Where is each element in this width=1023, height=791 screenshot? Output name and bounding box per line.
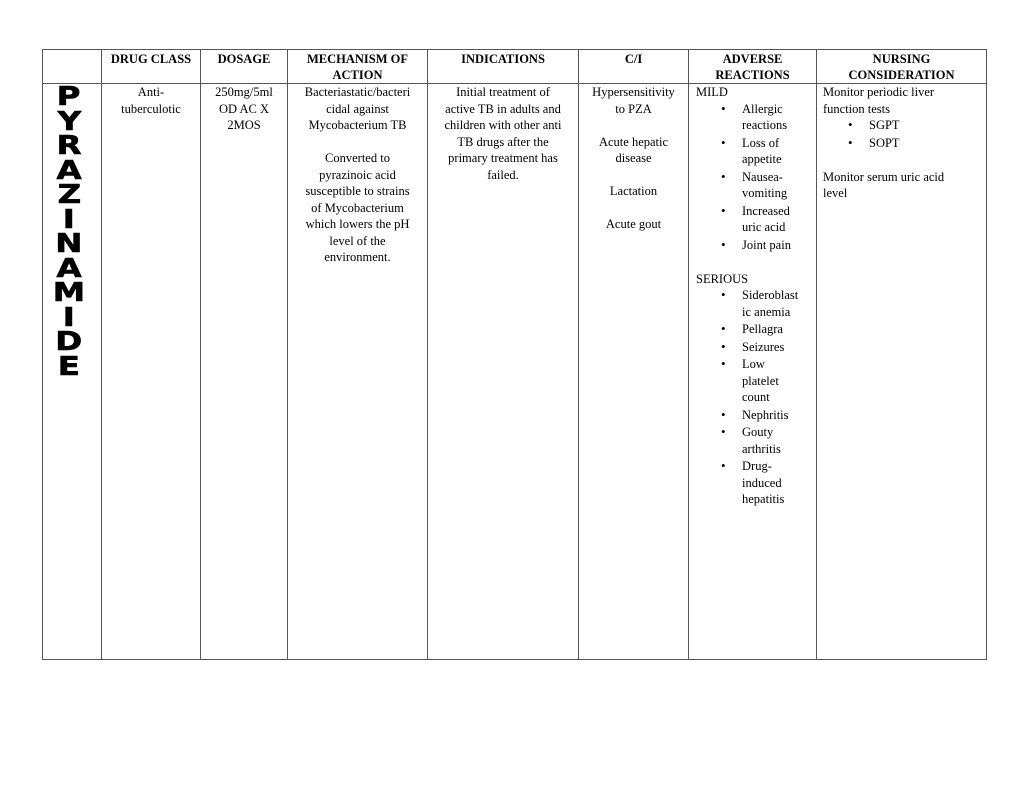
indications-cell: [428, 84, 579, 660]
item-line: • Nausea-: [742, 169, 783, 184]
indications-line: failed.: [487, 167, 519, 182]
mechanism-line: Bacteriastatic/bacteri: [304, 85, 411, 99]
indications-line: primary treatment has: [448, 151, 558, 165]
drug-name-letter: P: [57, 82, 81, 112]
mild-list: [696, 101, 813, 254]
serious-label: SERIOUS: [696, 271, 749, 286]
list-item: [742, 169, 804, 202]
drug-name-letter: I: [62, 204, 76, 235]
header-contraindications: C/I: [579, 50, 689, 84]
header-indications: INDICATIONS: [428, 50, 579, 84]
item-line: • Drug-: [742, 459, 772, 473]
drug-name-letter: E: [57, 351, 81, 382]
list-item: [742, 407, 804, 424]
item-line: • Seizures: [742, 339, 785, 354]
item-line: • Low: [742, 357, 765, 371]
mechanism-cell: [288, 84, 428, 660]
item-line: • Allergic: [742, 101, 783, 116]
mechanism-line: of Mycobacterium: [311, 200, 404, 215]
mechanism-line: Converted to: [325, 151, 390, 165]
drug-name-letter: D: [55, 327, 83, 357]
drug-name-letter: A: [56, 155, 82, 186]
drug-name-letter: Z: [57, 180, 81, 210]
mechanism-line: Mycobacterium TB: [308, 118, 407, 132]
indications-line: children with other anti: [444, 118, 562, 132]
item-line: platelet: [742, 373, 779, 388]
contraindications-cell: [579, 84, 689, 660]
ci-line: Hypersensitivity: [592, 85, 675, 99]
nursing-line: level: [823, 186, 848, 200]
dosage-line: 250mg/5ml: [215, 85, 273, 99]
mechanism-line: cidal against: [326, 101, 389, 116]
drug-name-letter: Y: [57, 106, 81, 137]
header-dosage: DOSAGE: [201, 50, 288, 84]
list-item: [742, 135, 804, 168]
item-line: uric acid: [742, 220, 786, 234]
drug-name-letter: A: [56, 253, 82, 284]
adverse-reactions-cell: [689, 84, 817, 660]
drug-name-letter: N: [55, 229, 83, 259]
list-item: [742, 101, 804, 134]
item-line: hepatitis: [742, 492, 785, 506]
list-item: [742, 203, 804, 236]
ci-line: to PZA: [615, 101, 652, 116]
header-nursing-consideration: NURSING CONSIDERATION: [817, 50, 987, 84]
mild-label: MILD: [696, 85, 728, 99]
nursing-line: Monitor periodic liver: [823, 85, 935, 99]
ci-line: Lactation: [609, 184, 658, 198]
item-line: • Pellagra: [742, 322, 783, 336]
item-line: ic anemia: [742, 304, 791, 319]
ci-line: Acute gout: [605, 217, 662, 231]
list-item: [742, 339, 804, 356]
list-item: [742, 237, 804, 254]
header-adverse-reactions: ADVERSE REACTIONS: [689, 50, 817, 84]
item-line: count: [742, 390, 770, 404]
list-item: [742, 321, 804, 338]
header-drug-class: DRUG CLASS: [102, 50, 201, 84]
indications-line: Initial treatment of: [456, 85, 550, 99]
item-line: • Nephritis: [742, 407, 789, 422]
dosage-cell: [201, 84, 288, 660]
mechanism-line: pyrazinoic acid: [319, 167, 396, 182]
item-line: appetite: [742, 152, 782, 166]
item-line: induced: [742, 475, 782, 490]
header-drug-name: [43, 50, 102, 84]
lab-tests-list: [823, 117, 983, 151]
mechanism-line: level of the: [329, 233, 386, 248]
list-item: [742, 287, 804, 320]
dosage-line: 2MOS: [227, 118, 261, 132]
list-item: • SGPT: [869, 117, 983, 134]
header-row: [43, 50, 987, 84]
nursing-line: function tests: [823, 101, 891, 116]
drug-table: [42, 49, 987, 660]
list-item: • SOPT: [869, 135, 983, 152]
drug-name-cell: [43, 84, 102, 660]
drug-name-letter: R: [56, 131, 82, 161]
drug-class-line: Anti-: [137, 85, 165, 99]
drug-row: [43, 84, 987, 660]
list-item: [742, 424, 804, 457]
item-line: • Loss of: [742, 135, 780, 150]
list-item: [742, 356, 804, 406]
nursing-consideration-cell: [817, 84, 987, 660]
item-line: • Sideroblast: [742, 288, 799, 302]
ci-line: disease: [615, 151, 652, 165]
item-line: • Gouty: [742, 425, 774, 439]
mechanism-line: which lowers the pH: [305, 217, 410, 231]
mechanism-line: susceptible to strains: [305, 184, 410, 198]
drug-class-line: tuberculotic: [121, 101, 181, 116]
indications-line: TB drugs after the: [457, 134, 549, 149]
mechanism-line: environment.: [324, 250, 391, 264]
header-mechanism: MECHANISM OF ACTION: [288, 50, 428, 84]
dosage-line: OD AC X: [218, 101, 269, 116]
ci-line: Acute hepatic: [598, 134, 669, 149]
item-line: vomiting: [742, 186, 788, 200]
drug-name-vertical: [37, 82, 101, 382]
indications-line: active TB in adults and: [445, 101, 561, 116]
list-item: [742, 458, 804, 508]
item-line: reactions: [742, 118, 788, 132]
drug-name-letter: I: [62, 302, 76, 333]
serious-list: [696, 287, 813, 508]
item-line: arthritis: [742, 441, 781, 456]
drug-class-cell: [102, 84, 201, 660]
item-line: • Joint pain: [742, 237, 791, 252]
drug-name-letter: M: [52, 278, 86, 308]
nursing-line: Monitor serum uric acid: [823, 169, 945, 184]
item-line: • Increased: [742, 203, 790, 218]
